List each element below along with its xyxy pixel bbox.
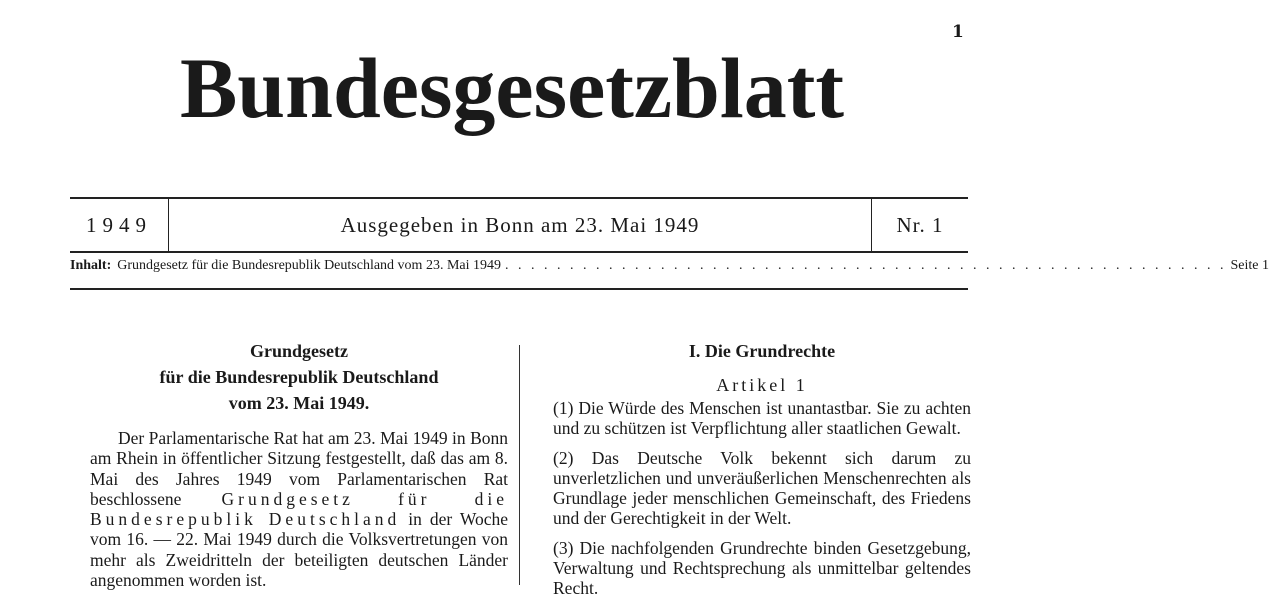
masthead-title: Bundesgesetzblatt <box>0 38 1024 138</box>
contents-page: Seite 1 <box>1231 258 1269 274</box>
issue-number: Nr. 1 <box>871 199 968 251</box>
title-line-3: vom 23. Mai 1949. <box>90 390 508 416</box>
page-number: 1 <box>952 22 964 42</box>
left-column <box>90 338 508 590</box>
contents-label: Inhalt: <box>70 258 111 274</box>
article-paragraph-1: (1) Die Würde des Menschen ist unantastbar. Sie zu achten und zu schützen ist Verpflichtung aller staatlichen Gewalt. <box>553 398 971 439</box>
section-heading: I. Die Grundrechte <box>553 338 971 364</box>
document-title <box>90 338 508 416</box>
preamble-text-c: in der Woche vom 16. — 22. Mai 1949 durch die Volksvertretungen von mehr als Zweidritteln der beteiligten deutschen Länder angenommen worden ist. <box>90 509 508 590</box>
contents-text: Grundgesetz für die Bundesrepublik Deutschland vom 23. Mai 1949 <box>117 258 501 274</box>
contents-line <box>70 258 968 290</box>
preamble-paragraph <box>90 428 508 590</box>
article-paragraph-2: (2) Das Deutsche Volk bekennt sich darum zu unverletzlichen und unveräußerlichen Menschenrechten als Grundlage jeder menschlichen Gemeinschaft, des Friedens und der Gerechtigkeit in der Welt. <box>553 448 971 529</box>
issue-year: 1949 <box>70 199 169 251</box>
article-paragraph-3: (3) Die nachfolgenden Grundrechte binden Gesetzgebung, Verwaltung und Rechtsprechung als unmittelbar geltendes Recht. <box>553 538 971 599</box>
issue-date: Ausgegeben in Bonn am 23. Mai 1949 <box>169 213 871 238</box>
issue-bar <box>70 197 968 253</box>
right-column <box>553 338 971 608</box>
column-divider <box>519 345 520 585</box>
title-line-1: Grundgesetz <box>90 338 508 364</box>
contents-leader-dots: . . . . . . . . . . . . . . . . . . . . . . . . . . . . . . . . . . . . . . . . . . . . . . . . . . . . . . . . <box>505 258 1227 274</box>
preamble-text-a: Der Parlamentarische Rat hat am 23. Mai 1949 in Bonn am Rhein in öffentlicher Sitzung festgestellt, daß das am 8. Mai des Jahres 1949 vom Parlamentarischen Rat beschlossene <box>90 428 508 509</box>
article-heading: Artikel 1 <box>553 374 971 396</box>
title-line-2: für die Bundesrepublik Deutschland <box>90 364 508 390</box>
preamble-text-spaced: Grundgesetz für die Bundesrepublik Deutschland <box>90 489 508 529</box>
